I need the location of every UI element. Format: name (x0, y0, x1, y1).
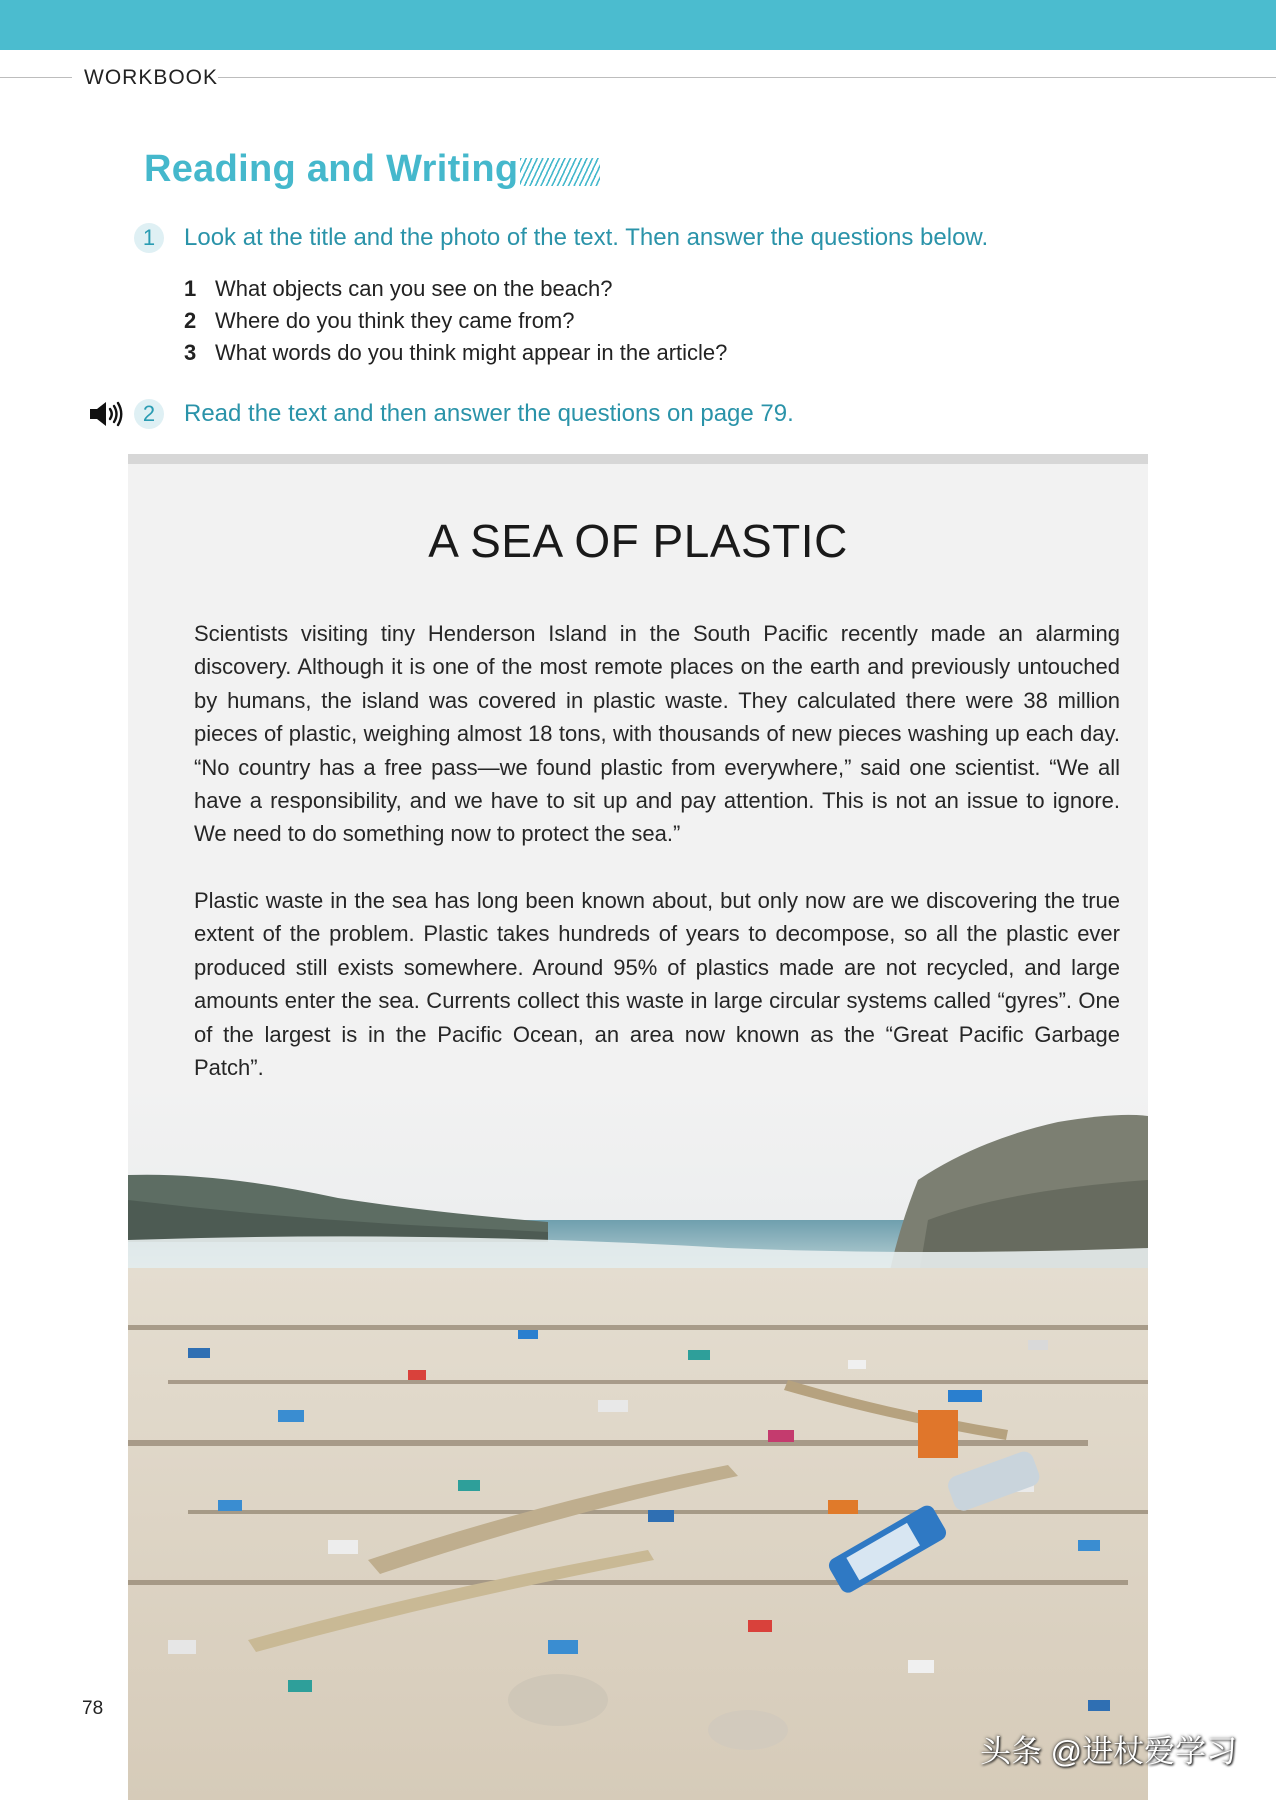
watermark: 头条 @进杖爱学习 (980, 1734, 1238, 1769)
question-item (184, 273, 727, 305)
title-hatch-decoration (520, 158, 600, 186)
task-number-badge: 1 (134, 223, 164, 253)
question-item (184, 337, 727, 369)
beach-plastic-photo (128, 1080, 1148, 1800)
header-rule-right (218, 77, 1276, 78)
article-box (128, 454, 1148, 1800)
question-item (184, 305, 727, 337)
question-text: Where do you think they came from? (215, 308, 575, 333)
task-number-badge: 2 (134, 399, 164, 429)
task-instruction: Look at the title and the photo of the text. Then answer the questions below. (184, 224, 989, 251)
page-number: 78 (82, 1698, 104, 1719)
question-list (184, 273, 727, 369)
task-instruction: Read the text and then answer the questions on page 79. (184, 400, 794, 427)
question-number: 1 (184, 276, 197, 301)
question-text: What objects can you see on the beach? (215, 276, 613, 301)
running-head: WORKBOOK (84, 66, 219, 89)
question-text: What words do you think might appear in the article? (215, 340, 728, 365)
question-number: 3 (184, 340, 197, 365)
article-title: A SEA OF PLASTIC (428, 515, 848, 567)
article-paragraph: Scientists visiting tiny Henderson Island in the South Pacific recently made an alarming discovery. Although it is one of the most remote places on the earth and previously untouched by humans, the island was covered in plastic waste. They calculated there were 38 million pieces of plastic, weighing almost 18 tons, with thousands of new pieces washing up each day. “No country has a free pass—we found plastic from everywhere,” said one scientist. “We all have a responsibility, and we have to sit up and pay attention. This is not an issue to ignore. We need to do something now to protect the sea.” (194, 621, 1120, 847)
header-rule-left (0, 77, 72, 78)
question-number: 2 (184, 308, 197, 333)
speaker-icon[interactable] (88, 399, 124, 429)
article-paragraph: Plastic waste in the sea has long been known about, but only now are we discovering the true extent of the problem. Plastic takes hundreds of years to decompose, so all the plastic ever produced still exists somewhere. Around 95% of plastics made are not recycled, and large amounts enter the sea. Currents collect this waste in large circular systems called “gyres”. One of the largest is in the Pacific Ocean, an area now known as the “Great Pacific Garbage Patch”. (194, 888, 1120, 1081)
top-color-band (0, 0, 1276, 50)
section-title: Reading and Writing (144, 148, 519, 190)
